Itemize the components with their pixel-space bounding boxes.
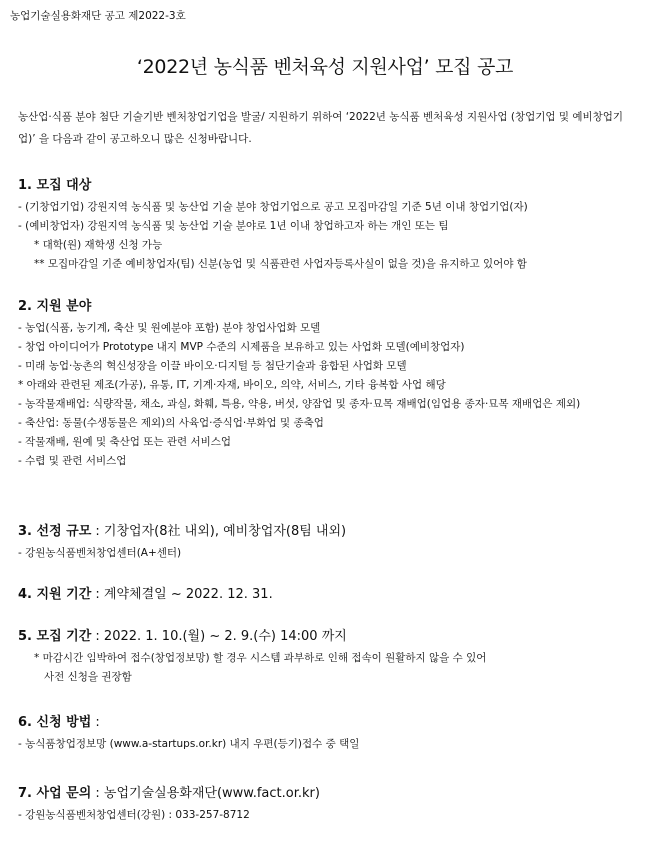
- list-item: - 수렵 및 관련 서비스업: [18, 455, 127, 467]
- section-recruit-target: [18, 176, 638, 274]
- list-item: - 강원농식품벤처창업센터(A+센터): [18, 547, 182, 559]
- list-item: 사전 신청을 권장함: [44, 671, 132, 683]
- list-item: * 대학(원) 재학생 신청 가능: [34, 239, 163, 251]
- list-item: - 창업 아이디어가 Prototype 내지 MVP 수준의 시제품을 보유하고 있는 사업화 모델(예비창업자): [18, 341, 465, 353]
- section-recruit-period: [18, 627, 638, 687]
- section-title: 1. 모집 대상: [18, 178, 92, 193]
- section-title: 3. 선정 규모 : 기창업자(8社 내외), 예비창업자(8팀 내외): [18, 524, 347, 539]
- section-inquiry: [18, 784, 638, 825]
- page-title: ‘2022년 농식품 벤처육성 지원사업’ 모집 공고: [136, 56, 514, 78]
- list-item: - (기창업기업) 강원지역 농식품 및 농산업 기술 분야 창업기업으로 공고 모집마감일 기준 5년 이내 창업기업(자): [18, 201, 528, 213]
- list-item: - 농업(식품, 농기계, 축산 및 원예분야 포함) 분야 창업사업화 모델: [18, 322, 321, 334]
- intro-paragraph: 농산업·식품 분야 첨단 기술기반 벤처창업기업을 발굴/ 지원하기 위하여 ‘2022년 농식품 벤처육성 지원사업 (창업기업 및 예비창업기업)’ 을 다음과 같이 공고하오니 많은 신청바랍니다.: [18, 111, 624, 145]
- list-item: - 미래 농업·농촌의 혁신성장을 이끌 바이오·디지털 등 첨단기술과 융합된 사업화 모델: [18, 360, 407, 372]
- section-title: 4. 지원 기간 : 계약체결일 ~ 2022. 12. 31.: [18, 587, 273, 602]
- section-title: 2. 지원 분야: [18, 299, 92, 314]
- list-item: - (예비창업자) 강원지역 농식품 및 농산업 기술 분야로 1년 이내 창업하고자 하는 개인 또는 팀: [18, 220, 449, 232]
- section-selection-scale: [18, 522, 638, 563]
- list-item: * 마감시간 임박하여 접수(창업정보망) 할 경우 시스템 과부하로 인해 접속이 원활하지 않을 수 있어: [34, 652, 487, 664]
- list-item: - 농식품창업정보망 (www.a-startups.or.kr) 내지 우편(등기)접수 중 택일: [18, 738, 360, 750]
- section-application-method: [18, 713, 638, 754]
- section-title: 5. 모집 기간 : 2022. 1. 10.(월) ~ 2. 9.(수) 14:00 까지: [18, 629, 347, 644]
- list-item: - 축산업: 동물(수생동물은 제외)의 사육업·증식업·부화업 및 종축업: [18, 417, 324, 429]
- section-support-period: [18, 585, 638, 605]
- list-item: - 강원농식품벤처창업센터(강원) : 033-257-8712: [18, 809, 250, 821]
- notice-number: 농업기술실용화재단 공고 제2022-3호: [10, 10, 186, 22]
- list-item: * 아래와 관련된 제조(가공), 유통, IT, 기계·자재, 바이오, 의약, 서비스, 기타 융복합 사업 해당: [18, 379, 446, 391]
- section-support-field: [18, 297, 638, 471]
- section-title: 7. 사업 문의 : 농업기술실용화재단(www.fact.or.kr): [18, 786, 320, 801]
- section-title: 6. 신청 방법 :: [18, 715, 100, 730]
- list-item: ** 모집마감일 기준 예비창업자(팀) 신분(농업 및 식품관련 사업자등록사실이 없을 것)을 유지하고 있어야 함: [34, 258, 527, 270]
- list-item: - 작물재배, 원예 및 축산업 또는 관련 서비스업: [18, 436, 232, 448]
- list-item: - 농작물재배업: 식량작물, 채소, 과실, 화훼, 특용, 약용, 버섯, 양잠업 및 종자·묘목 재배업(임업용 종자·묘목 재배업은 제외): [18, 398, 581, 410]
